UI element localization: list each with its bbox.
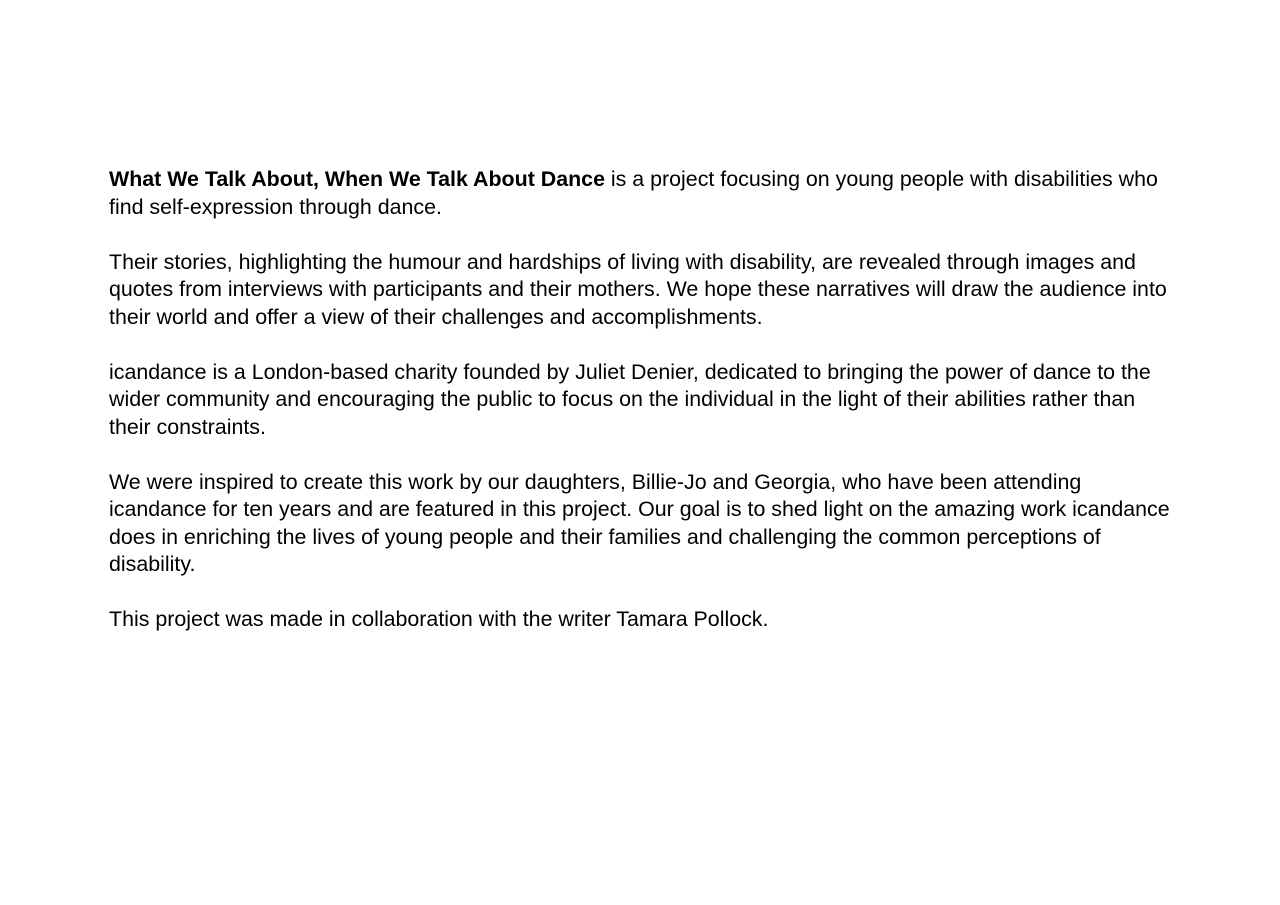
project-title: What We Talk About, When We Talk About Dance [109,167,605,191]
document-body [109,166,1179,634]
paragraph-collaboration: This project was made in collaboration with the writer Tamara Pollock. [109,607,769,631]
paragraph-intro [109,166,1179,221]
paragraph-icandance: icandance is a London-based charity founded by Juliet Denier, dedicated to bringing the power of dance to the wider community and encouraging the public to focus on the individual in the light of their abilities rather than their constraints. [109,359,1151,439]
paragraph-stories: Their stories, highlighting the humour and hardships of living with disability, are revealed through images and quotes from interviews with participants and their mothers. We hope these narratives will draw the audience into their world and offer a view of their challenges and accomplishments. [109,249,1167,329]
paragraph-intro-text: is a project focusing on young people with disabilities who find self-expression through dance. [109,167,1158,219]
paragraph-inspiration: We were inspired to create this work by our daughters, Billie-Jo and Georgia, who have been attending icandance for ten years and are featured in this project. Our goal is to shed light on the amazing work icandance does in enriching the lives of young people and their families and challenging the common perceptions of disability. [109,469,1170,576]
